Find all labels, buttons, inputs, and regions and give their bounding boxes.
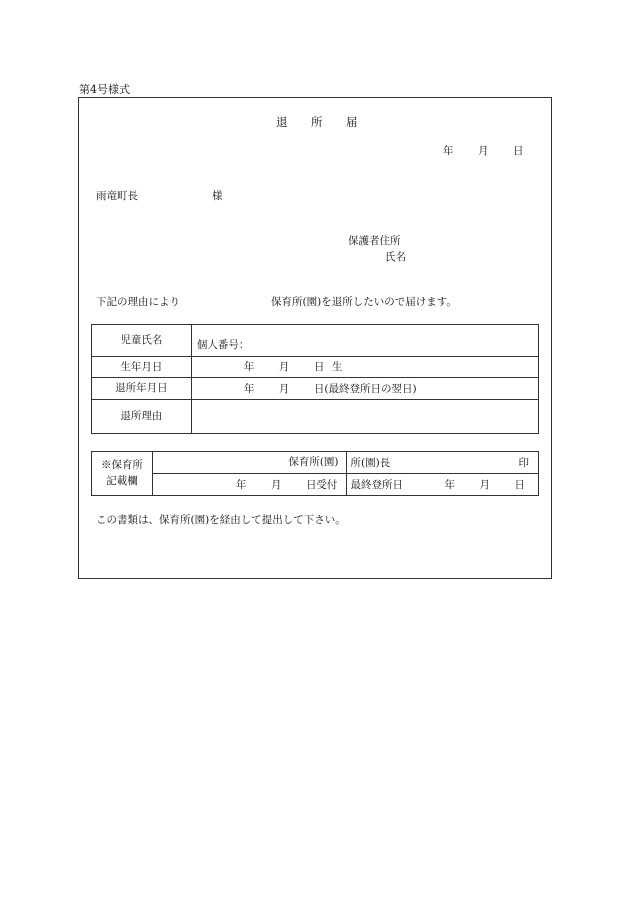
- form-number: 第4号様式: [79, 83, 130, 96]
- withdrawal-month-label: 月: [278, 383, 290, 395]
- notice-suffix: 保育所(園)を退所したいので届けます。: [271, 296, 457, 308]
- last-attendance-year-label: 年: [444, 479, 456, 491]
- office-use-header-line1: ※保育所: [100, 458, 143, 471]
- child-name-label: 児童氏名: [92, 325, 192, 357]
- birth-suffix: 生: [331, 361, 343, 373]
- notice-prefix: 下記の理由により: [96, 296, 180, 308]
- date-day-label: 日: [513, 145, 524, 157]
- director-label: 所(園)長: [350, 457, 391, 469]
- last-attendance-label: 最終登所日: [350, 479, 404, 491]
- table-row: [92, 357, 539, 378]
- addressee-name: 雨竜町長: [96, 190, 138, 202]
- child-info-table: [91, 324, 539, 434]
- director-cell: [346, 452, 538, 474]
- withdrawal-date-cell: [191, 378, 538, 400]
- table-row: [92, 452, 539, 474]
- withdrawal-reason-cell: [191, 400, 538, 434]
- birth-month-label: 月: [278, 361, 290, 373]
- table-row: [92, 400, 539, 434]
- child-name-cell: [191, 325, 538, 357]
- seal-label: 印: [518, 457, 530, 469]
- last-attendance-day-label: 日: [514, 479, 526, 491]
- guardian-name-label: 氏名: [385, 251, 406, 263]
- received-day-label: 日受付: [305, 479, 338, 491]
- birth-date-label: 生年月日: [92, 357, 192, 378]
- birth-day-label: 日: [313, 361, 325, 373]
- guardian-address-label: 保護者住所: [348, 235, 401, 247]
- last-attendance-cell: [346, 474, 538, 496]
- form-title-char-3: 届: [346, 115, 358, 129]
- office-use-header-line2: 記載欄: [106, 474, 138, 487]
- table-row: [92, 474, 539, 496]
- nursery-name-cell: [152, 452, 346, 474]
- date-month-label: 月: [478, 145, 489, 157]
- birth-date-cell: [191, 357, 538, 378]
- withdrawal-date-label: 退所年月日: [92, 378, 192, 400]
- personal-number-label: 個人番号：: [196, 338, 250, 351]
- form-title-char-1: 退: [276, 115, 288, 129]
- withdrawal-reason-label: 退所理由: [92, 400, 192, 434]
- withdrawal-year-label: 年: [243, 383, 255, 395]
- office-use-table: [91, 451, 539, 496]
- form-title-char-2: 所: [311, 115, 323, 129]
- office-use-header: [92, 452, 153, 496]
- addressee-honorific: 様: [212, 190, 223, 202]
- received-date-cell: [152, 474, 346, 496]
- received-year-label: 年: [235, 479, 247, 491]
- birth-year-label: 年: [243, 361, 255, 373]
- last-attendance-month-label: 月: [479, 479, 491, 491]
- nursery-label: 保育所(園): [288, 456, 339, 469]
- table-row: [92, 378, 539, 400]
- footer-note: この書類は、保育所(園)を経由して提出して下さい。: [96, 514, 346, 526]
- date-year-label: 年: [443, 145, 454, 157]
- withdrawal-day-label: 日(最終登所日の翌日): [313, 383, 417, 395]
- table-row: [92, 325, 539, 357]
- received-month-label: 月: [270, 479, 282, 491]
